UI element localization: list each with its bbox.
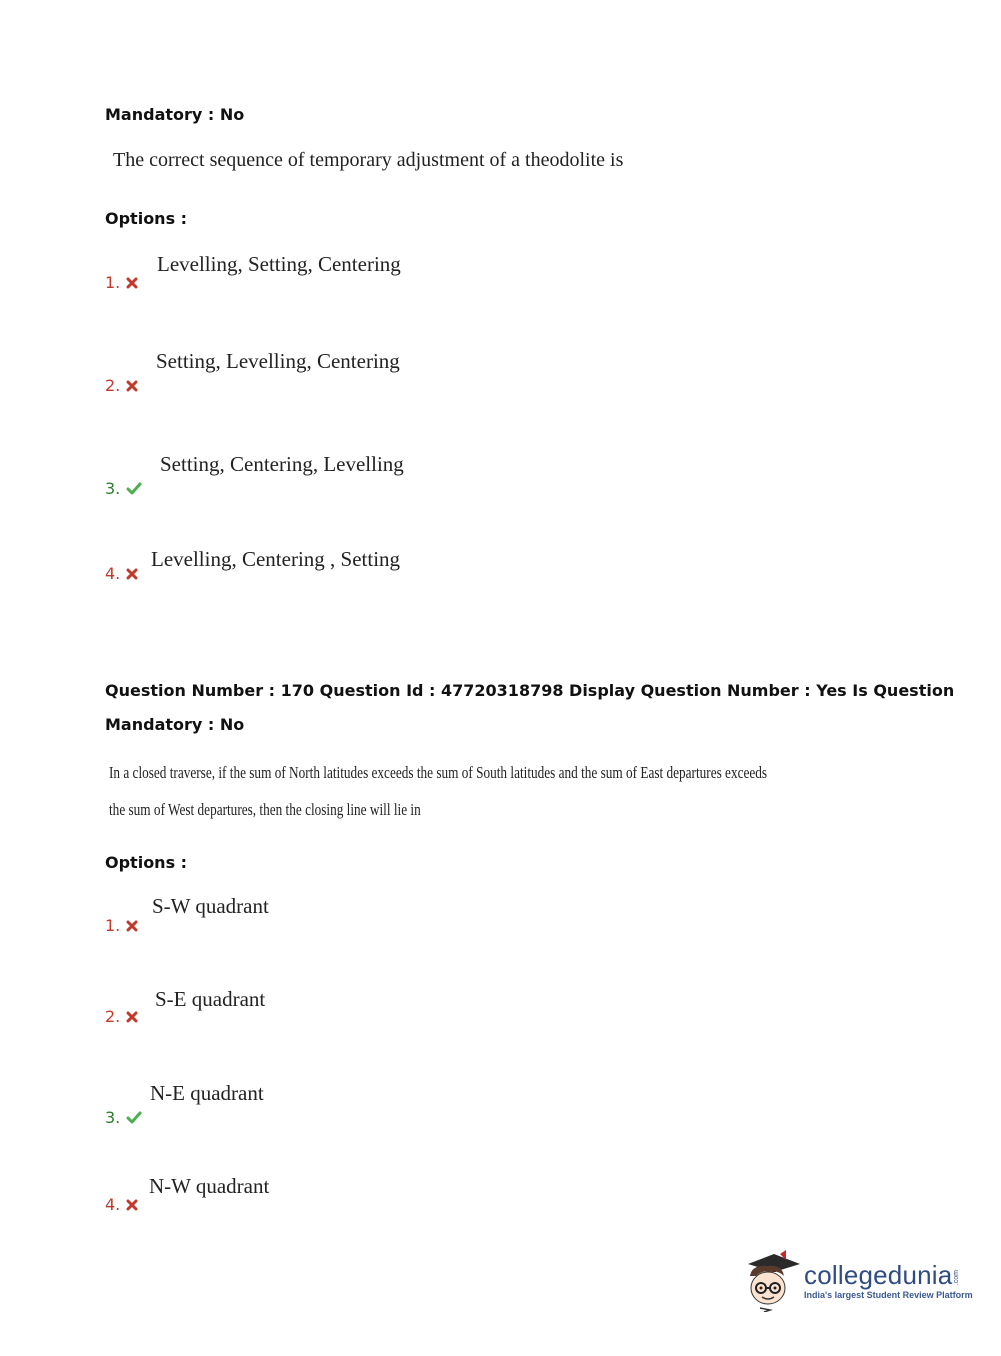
- collegedunia-logo: [742, 1250, 973, 1312]
- option-number: [105, 1007, 138, 1026]
- option-number: [105, 564, 138, 583]
- option-number: [105, 916, 138, 935]
- cross-icon: [126, 380, 138, 392]
- option-number: [105, 376, 138, 395]
- options-label: Options :: [105, 853, 188, 872]
- mandatory-label: Mandatory : No: [105, 715, 245, 734]
- check-icon: [126, 482, 142, 496]
- cross-icon: [126, 568, 138, 580]
- option-text: N-W quadrant: [149, 1174, 270, 1198]
- option-index: 3.: [105, 479, 121, 498]
- question-text: The correct sequence of temporary adjustment of a theodolite is: [113, 149, 624, 171]
- option-text: Setting, Centering, Levelling: [160, 452, 404, 476]
- question-text-line-2: the sum of West departures, then the closing line will lie in: [109, 800, 421, 819]
- option-index: 2.: [105, 1007, 121, 1026]
- option-index: 1.: [105, 916, 121, 935]
- option-index: 4.: [105, 1195, 121, 1214]
- option-text: N-E quadrant: [150, 1081, 264, 1105]
- logo-name: collegedunia: [804, 1260, 953, 1290]
- mascot-icon: [742, 1250, 800, 1312]
- option-text: Setting, Levelling, Centering: [156, 349, 400, 373]
- logo-tagline: India's largest Student Review Platform: [804, 1290, 973, 1300]
- question-text-line-1: In a closed traverse, if the sum of North latitudes exceeds the sum of South latitudes and the sum of East departures exceeds: [109, 763, 768, 782]
- cross-icon: [126, 277, 138, 289]
- option-text: S-W quadrant: [152, 894, 269, 918]
- mandatory-label: Mandatory : No: [105, 105, 245, 124]
- option-index: 4.: [105, 564, 121, 583]
- logo-dotcom: .com: [953, 1269, 961, 1285]
- option-number: [105, 273, 138, 292]
- option-index: 3.: [105, 1108, 121, 1127]
- option-index: 1.: [105, 273, 121, 292]
- option-number: [105, 1195, 138, 1214]
- cross-icon: [126, 920, 138, 932]
- option-number: [105, 479, 142, 498]
- option-text: Levelling, Setting, Centering: [157, 252, 401, 276]
- option-text: S-E quadrant: [155, 987, 266, 1011]
- cross-icon: [126, 1199, 138, 1211]
- check-icon: [126, 1111, 142, 1125]
- logo-wordmark: [804, 1261, 973, 1289]
- option-text: Levelling, Centering , Setting: [151, 547, 401, 571]
- option-index: 2.: [105, 376, 121, 395]
- cross-icon: [126, 1011, 138, 1023]
- option-number: [105, 1108, 142, 1127]
- question-header: Question Number : 170 Question Id : 47720318798 Display Question Number : Yes Is Question: [105, 681, 955, 700]
- logo-text-group: [804, 1261, 973, 1301]
- options-label: Options :: [105, 209, 188, 228]
